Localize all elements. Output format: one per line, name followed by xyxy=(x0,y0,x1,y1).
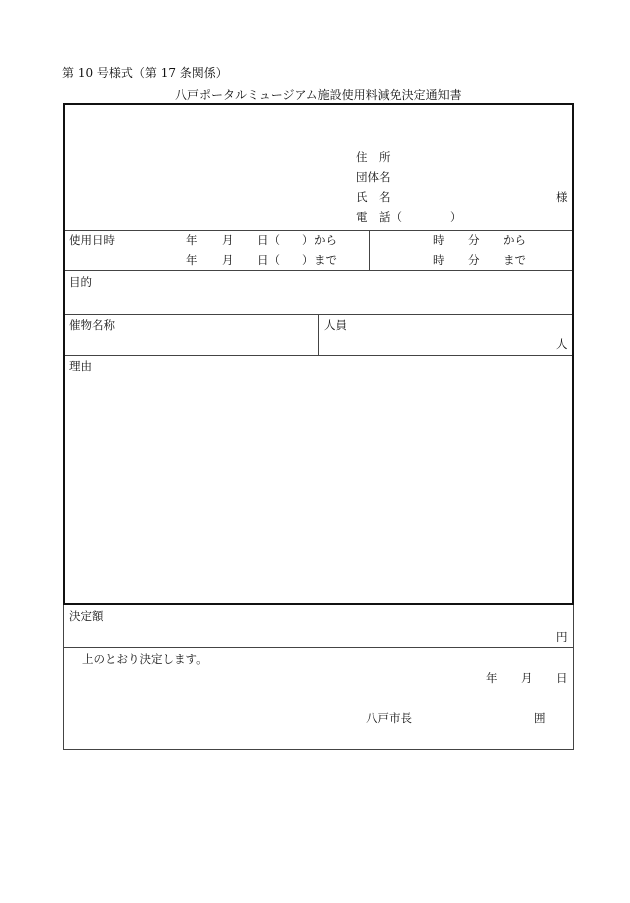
yen-unit: 円 xyxy=(556,630,568,644)
purpose-label: 目的 xyxy=(69,275,92,289)
phone-close: ） xyxy=(450,210,462,224)
start-from: から xyxy=(314,233,337,247)
seal-mark: 囲 xyxy=(534,711,546,725)
start-year: 年 xyxy=(186,233,198,247)
start-hour: 時 xyxy=(433,233,445,247)
start-time-from: から xyxy=(503,233,526,247)
rule-datetime-bottom xyxy=(65,270,572,271)
end-day: 日（ xyxy=(257,253,280,267)
end-until: まで xyxy=(314,253,337,267)
group-label: 団体名 xyxy=(356,170,391,184)
name-label: 氏 名 xyxy=(356,190,391,204)
usage-datetime-label: 使用日時 xyxy=(69,233,115,247)
address-label: 住 所 xyxy=(356,150,391,164)
end-hour: 時 xyxy=(433,253,445,267)
phone-label: 電 話（ xyxy=(356,210,402,224)
start-month: 月 xyxy=(222,233,234,247)
rule-decision-bottom xyxy=(64,647,573,648)
form-title: 八戸ポータルミュージアム施設使用料減免決定通知書 xyxy=(175,88,462,102)
start-paren-close: ） xyxy=(302,233,314,247)
end-time-until: まで xyxy=(503,253,526,267)
decision-amount-label: 決定額 xyxy=(69,609,104,623)
notice-day: 日 xyxy=(556,671,568,685)
notice-month: 月 xyxy=(521,671,533,685)
decision-statement: 上のとおり決定します。 xyxy=(82,652,208,666)
rule-event-split xyxy=(318,314,319,355)
event-name-label: 催物名称 xyxy=(69,318,115,332)
rule-recipient-bottom xyxy=(65,230,572,231)
notice-year: 年 xyxy=(486,671,498,685)
people-unit: 人 xyxy=(556,337,568,351)
end-month: 月 xyxy=(222,253,234,267)
end-paren-close: ） xyxy=(302,253,314,267)
start-day: 日（ xyxy=(257,233,280,247)
honorific: 様 xyxy=(556,190,568,204)
rule-event-bottom xyxy=(65,355,572,356)
end-year: 年 xyxy=(186,253,198,267)
attendance-label: 人員 xyxy=(324,318,347,332)
form-number: 第 10 号様式（第 17 条関係） xyxy=(62,66,228,80)
mayor-title: 八戸市長 xyxy=(366,711,412,725)
start-minute: 分 xyxy=(468,233,480,247)
end-minute: 分 xyxy=(468,253,480,267)
reason-label: 理由 xyxy=(69,359,92,373)
rule-datetime-split xyxy=(369,230,370,270)
